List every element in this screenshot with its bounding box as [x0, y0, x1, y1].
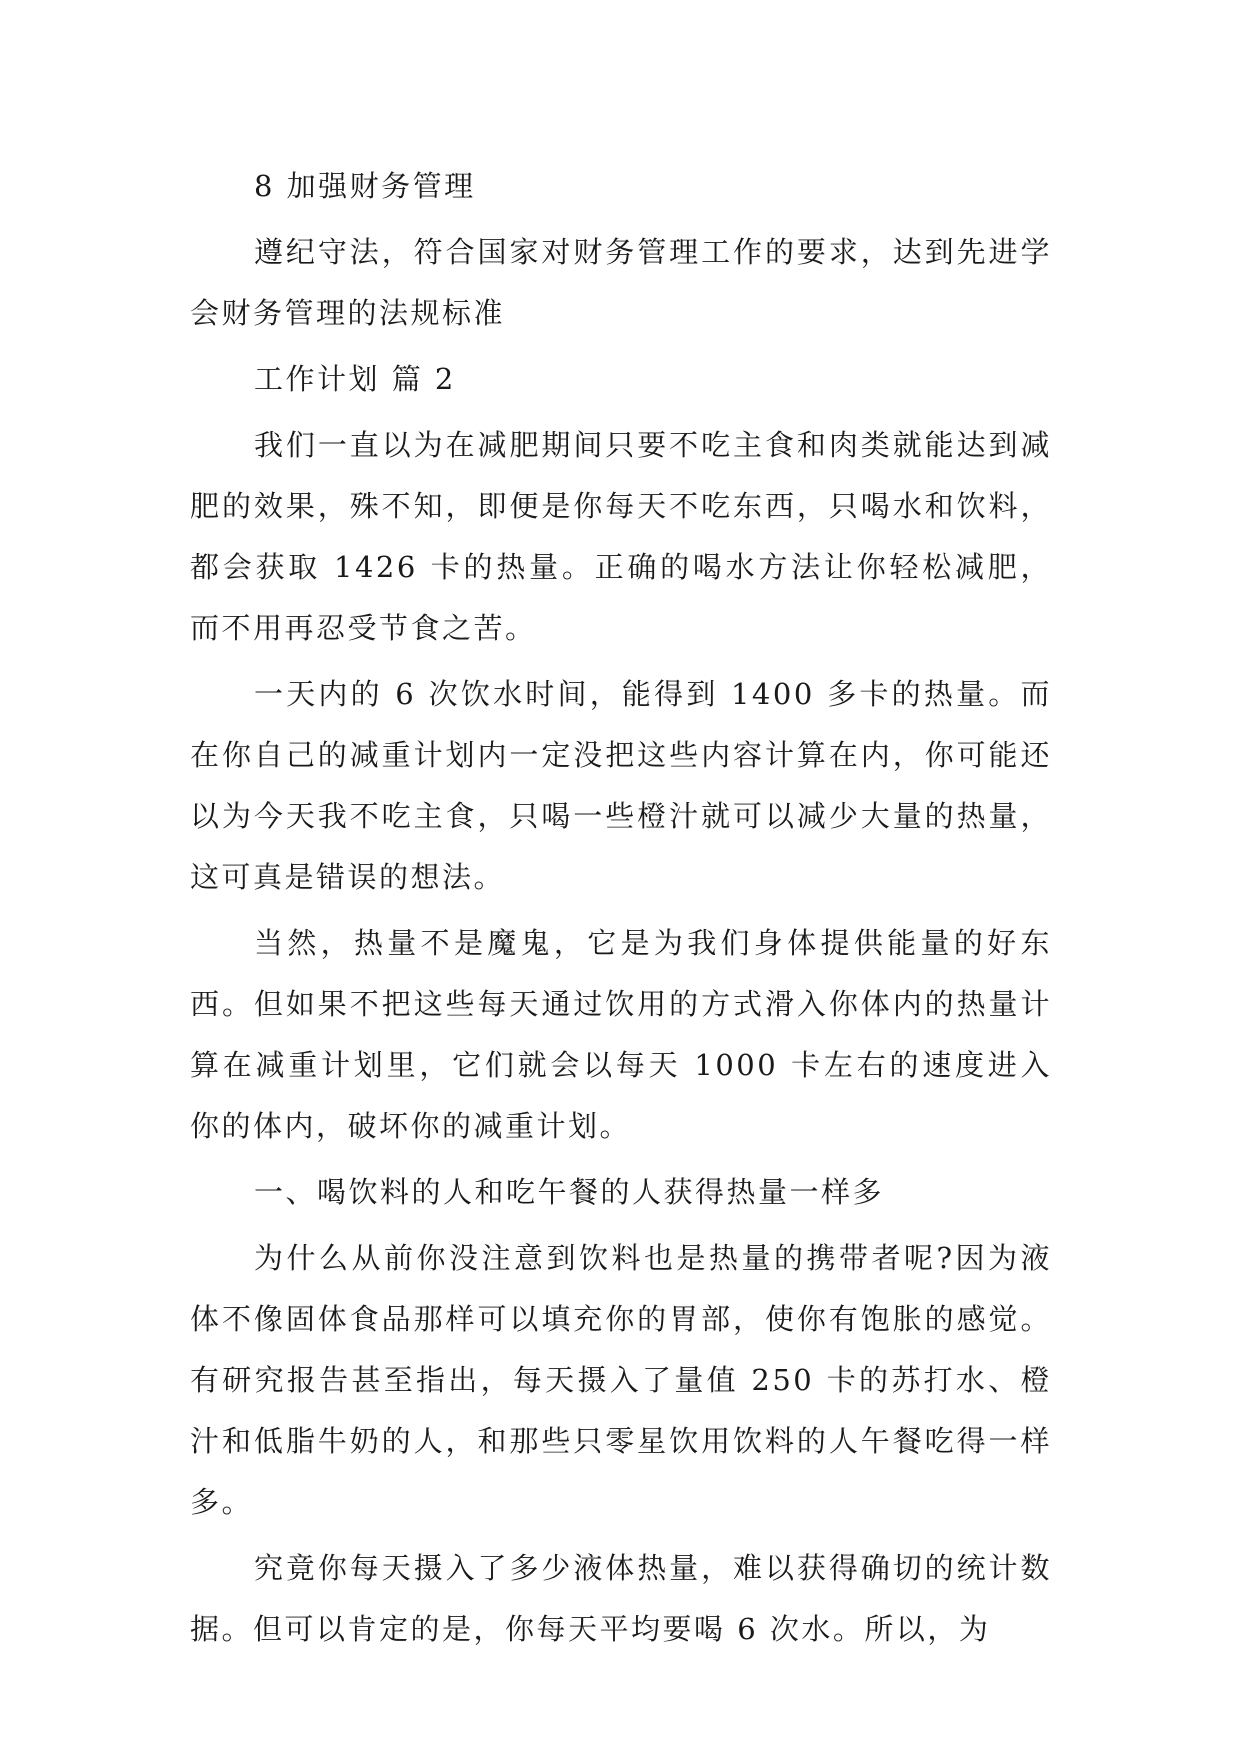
section-heading-work-plan-2: 工作计划 篇 2 — [254, 362, 456, 396]
document-body — [190, 156, 1052, 1660]
paragraph-diet-intro: 我们一直以为在减肥期间只要不吃主食和肉类就能达到减肥的效果，殊不知，即便是你每天不吃东西，只喝水和饮料，都会获取 1426 卡的热量。正确的喝水方法让你轻松减肥，而不用再忍受节食之苦。 — [190, 428, 1052, 645]
paragraph-six-drinks: 一天内的 6 次饮水时间，能得到 1400 多卡的热量。而在你自己的减重计划内一定没把这些内容计算在内，你可能还以为今天我不吃主食，只喝一些橙汁就可以减少大量的热量，这可真是错误的想法。 — [190, 677, 1052, 894]
paragraph-finance-rules: 遵纪守法，符合国家对财务管理工作的要求，达到先进学会财务管理的法规标准 — [190, 235, 1052, 330]
section-heading-finance: 8 加强财务管理 — [254, 169, 476, 203]
section-heading-drinks-vs-lunch: 一、喝饮料的人和吃午餐的人获得热量一样多 — [254, 1175, 885, 1209]
paragraph-daily-intake: 究竟你每天摄入了多少液体热量，难以获得确切的统计数据。但可以肯定的是，你每天平均要喝 6 次水。所以，为 — [190, 1551, 1052, 1646]
paragraph-liquid-calories: 为什么从前你没注意到饮料也是热量的携带者呢?因为液体不像固体食品那样可以填充你的胃部，使你有饱胀的感觉。有研究报告甚至指出，每天摄入了量值 250 卡的苏打水、橙汁和低脂牛奶的人，和那些只零星饮用饮料的人午餐吃得一样多。 — [190, 1241, 1052, 1519]
paragraph-calories-not-devil: 当然，热量不是魔鬼，它是为我们身体提供能量的好东西。但如果不把这些每天通过饮用的方式滑入你体内的热量计算在减重计划里，它们就会以每天 1000 卡左右的速度进入你的体内，破坏你的减重计划。 — [190, 926, 1052, 1143]
